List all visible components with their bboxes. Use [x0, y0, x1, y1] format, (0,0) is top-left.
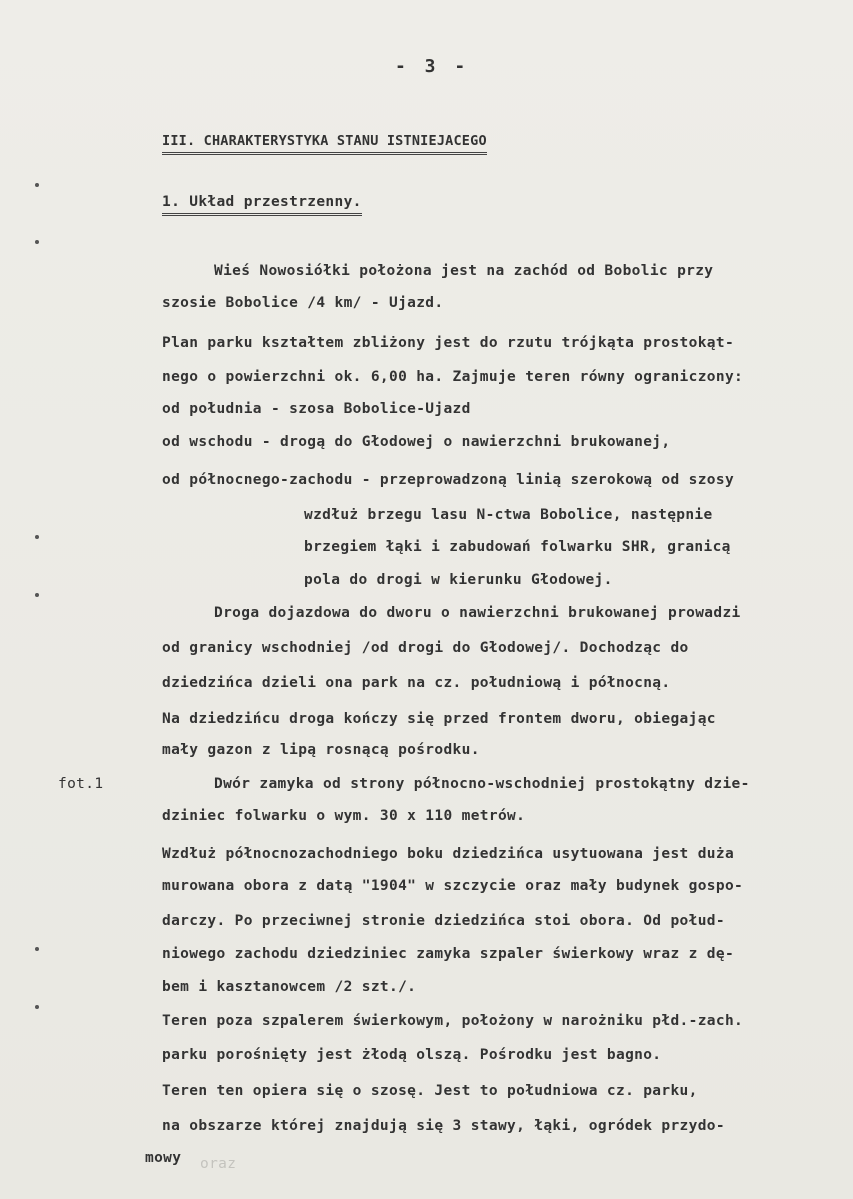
text-line: brzegiem łąki i zabudowań folwarku SHR, granicą [304, 539, 731, 555]
margin-note: fot.1 [58, 776, 104, 792]
text-line: szosie Bobolice /4 km/ - Ujazd. [162, 295, 444, 311]
text-line: Wzdłuż północnozachodniego boku dziedzińca usytuowana jest duża [162, 846, 735, 862]
text-line: Plan parku kształtem zbliżony jest do rzutu trójkąta prostokąt- [162, 335, 735, 351]
page-number: - 3 - [395, 56, 470, 77]
text-line: Teren poza szpalerem świerkowym, położony w narożniku płd.-zach. [162, 1013, 744, 1029]
text-line: murowana obora z datą "1904" w szczycie oraz mały budynek gospo- [162, 878, 744, 894]
text-line: Na dziedzińcu droga kończy się przed frontem dworu, obiegając [162, 711, 716, 727]
text-line: na obszarze której znajdują się 3 stawy, łąki, ogródek przydo- [162, 1118, 725, 1134]
text-line: mowy [145, 1150, 182, 1166]
text-line: bem i kasztanowcem /2 szt./. [162, 979, 417, 995]
text-line: parku porośnięty jest żłodą olszą. Pośrodku jest bagno. [162, 1047, 662, 1063]
text-line: od granicy wschodniej /od drogi do Głodowej/. Dochodząc do [162, 640, 689, 656]
subsection-title: 1. Układ przestrzenny. [162, 193, 362, 216]
text-line: Droga dojazdowa do dworu o nawierzchni brukowanej prowadzi [214, 605, 741, 621]
text-line: Dwór zamyka od strony północno-wschodniej prostokątny dzie- [214, 776, 750, 792]
text-line: darczy. Po przeciwnej stronie dziedzińca stoi obora. Od połud- [162, 913, 725, 929]
margin-dot [35, 535, 39, 539]
margin-dot [35, 240, 39, 244]
text-line: Teren ten opiera się o szosę. Jest to południowa cz. parku, [162, 1083, 698, 1099]
text-line: od wschodu - drogą do Głodowej o nawierzchni brukowanej, [162, 434, 671, 450]
faded-text: oraz [200, 1156, 237, 1172]
text-line: niowego zachodu dziedziniec zamyka szpaler świerkowy wraz z dę- [162, 946, 735, 962]
margin-dot [35, 183, 39, 187]
text-line: dziedzińca dzieli ona park na cz. południową i północną. [162, 675, 671, 691]
text-line: od południa - szosa Bobolice-Ujazd [162, 401, 471, 417]
margin-dot [35, 1005, 39, 1009]
text-line: mały gazon z lipą rosnącą pośrodku. [162, 742, 480, 758]
margin-dot [35, 593, 39, 597]
text-line: pola do drogi w kierunku Głodowej. [304, 572, 613, 588]
text-line: nego o powierzchni ok. 6,00 ha. Zajmuje teren równy ograniczony: [162, 369, 744, 385]
section-title: III. CHARAKTERYSTYKA STANU ISTNIEJACEGO [162, 132, 487, 155]
margin-dot [35, 947, 39, 951]
text-line: Wieś Nowosiółki położona jest na zachód od Bobolic przy [214, 263, 714, 279]
text-line: wzdłuż brzegu lasu N-ctwa Bobolice, następnie [304, 507, 713, 523]
text-line: dziniec folwarku o wym. 30 x 110 metrów. [162, 808, 526, 824]
text-line: od północnego-zachodu - przeprowadzoną linią szerokową od szosy [162, 472, 735, 488]
